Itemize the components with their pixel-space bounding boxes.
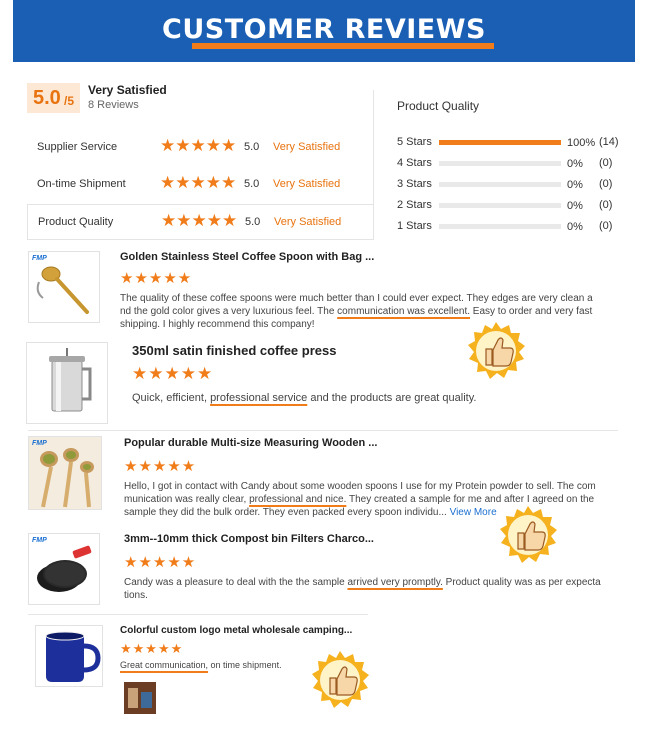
star-bar-count: (0) (599, 178, 613, 190)
highlighted-phrase: professional service (210, 392, 308, 404)
review-count: 8 Reviews (88, 99, 139, 111)
product-thumbnail[interactable] (28, 533, 100, 605)
star-bar-label: 4 Stars (397, 157, 432, 169)
review-text (124, 576, 614, 602)
star-bar-row[interactable] (397, 178, 627, 192)
rating-text: Very Satisfied (273, 178, 341, 190)
divider (28, 614, 368, 615)
star-bar-track (439, 161, 561, 166)
wooden-spoons-image (29, 437, 102, 510)
product-thumbnail[interactable] (28, 251, 100, 323)
overall-score-max: /5 (64, 94, 75, 108)
star-icon: ★★★★★ (124, 458, 197, 475)
star-bar-track (439, 182, 561, 187)
review-text-part: on time shipment. (208, 660, 282, 670)
review-product-title[interactable]: 350ml satin finished coffee press (132, 343, 337, 358)
thumbs-up-badge-icon (498, 505, 558, 565)
review-text (132, 391, 552, 406)
product-thumbnail[interactable] (26, 342, 108, 424)
rating-score: 5.0 (245, 216, 261, 228)
thumbs-up-badge-icon (466, 321, 526, 381)
review-product-title[interactable]: Colorful custom logo metal wholesale camping... (120, 625, 353, 636)
brand-logo-icon: FMP (32, 440, 47, 447)
overall-score: 5.0 (33, 87, 61, 109)
highlighted-phrase: arrived very promptly. (347, 577, 443, 588)
filter-discs-image (29, 534, 100, 605)
star-bar-percent: 100% (567, 137, 596, 149)
header-banner (13, 0, 635, 62)
star-bar-label: 5 Stars (397, 136, 432, 148)
review-text-part: Candy was a pleasure to deal with the the sample (124, 577, 348, 588)
rating-text: Very Satisfied (273, 141, 341, 153)
star-bar-label: 2 Stars (397, 199, 432, 211)
rating-label: On-time Shipment (37, 178, 126, 190)
rating-tab-product-quality[interactable] (27, 204, 373, 240)
review-photo[interactable] (124, 682, 156, 714)
star-bar-row[interactable] (397, 157, 627, 171)
divider (28, 430, 618, 431)
review-text-part: and the products are great quality. (307, 392, 477, 404)
rating-tab-supplier-service[interactable] (27, 130, 373, 166)
highlighted-phrase: Great communication, (120, 660, 209, 670)
star-icon: ★★★★★ (132, 364, 214, 383)
divider (373, 90, 374, 240)
enamel-mug-image (36, 626, 103, 687)
rating-label: Product Quality (38, 216, 114, 228)
review-text-part: Hello, I got in contact with Candy about some wooden spoons I use for my Protein powder to sell. The com munication was really clear, (124, 481, 596, 506)
star-bar-row[interactable] (397, 199, 627, 213)
rating-text: Very Satisfied (274, 216, 342, 228)
star-icon: ★★★★★ (120, 641, 184, 656)
overall-score-badge (27, 83, 80, 113)
star-icon: ★★★★★ (160, 173, 237, 192)
star-bar-count: (14) (599, 136, 619, 148)
product-quality-title: Product Quality (397, 99, 480, 113)
coffee-spoon-image (29, 252, 100, 323)
star-icon: ★★★★★ (161, 211, 238, 230)
rating-score: 5.0 (244, 178, 260, 190)
brand-logo-icon: FMP (32, 255, 47, 262)
rating-tab-on-time-shipment[interactable] (27, 167, 373, 203)
coffee-press-image (27, 343, 108, 424)
star-bar-fill (439, 140, 561, 145)
star-bar-percent: 0% (567, 158, 583, 170)
star-bar-count: (0) (599, 157, 613, 169)
product-thumbnail[interactable] (28, 436, 102, 510)
brand-logo-icon: FMP (32, 537, 47, 544)
star-icon: ★★★★★ (120, 270, 193, 287)
star-bar-track (439, 140, 561, 145)
review-text-part: Quick, efficient, (132, 392, 211, 404)
star-bar-row[interactable] (397, 136, 627, 150)
star-icon: ★★★★★ (160, 136, 237, 155)
rating-label: Supplier Service (37, 141, 118, 153)
review-text-part: The quality of these coffee spoons were much better than I could ever expect. They edges are very clean a nd the gold color gives a very luxurious feel. The (120, 293, 593, 318)
rating-score: 5.0 (244, 141, 260, 153)
review-product-title[interactable]: Popular durable Multi-size Measuring Wooden ... (124, 437, 378, 449)
star-icon: ★★★★★ (124, 554, 197, 571)
review-product-title[interactable]: 3mm--10mm thick Compost bin Filters Charco... (124, 533, 374, 545)
review-text-part: Product quality was as per expecta tions. (124, 577, 601, 602)
review-photo-image (124, 682, 156, 714)
star-bar-label: 1 Stars (397, 220, 432, 232)
star-bar-row[interactable] (397, 220, 627, 234)
star-bar-track (439, 203, 561, 208)
review-text-part: Easy to order and very fast shipping. I highly recommend this company! (120, 306, 593, 331)
overall-satisfaction: Very Satisfied (88, 83, 167, 97)
star-bar-count: (0) (599, 199, 613, 211)
view-more-link[interactable]: View More (449, 507, 497, 519)
page-title: CUSTOMER REVIEWS (162, 14, 486, 45)
review-product-title[interactable]: Golden Stainless Steel Coffee Spoon with Bag ... (120, 251, 375, 263)
review-text-part: They created a sample for me and after I agreed on the sample they did the bulk order. They even packed every spoon individu... (124, 494, 595, 519)
thumbs-up-badge-icon (310, 650, 370, 710)
highlighted-phrase: communication was excellent. (337, 306, 471, 318)
star-bar-track (439, 224, 561, 229)
star-bar-percent: 0% (567, 179, 583, 191)
star-bar-count: (0) (599, 220, 613, 232)
star-bar-percent: 0% (567, 200, 583, 212)
product-thumbnail[interactable] (35, 625, 103, 687)
highlighted-phrase: professional and nice. (249, 494, 347, 506)
star-bar-label: 3 Stars (397, 178, 432, 190)
star-bar-percent: 0% (567, 221, 583, 233)
